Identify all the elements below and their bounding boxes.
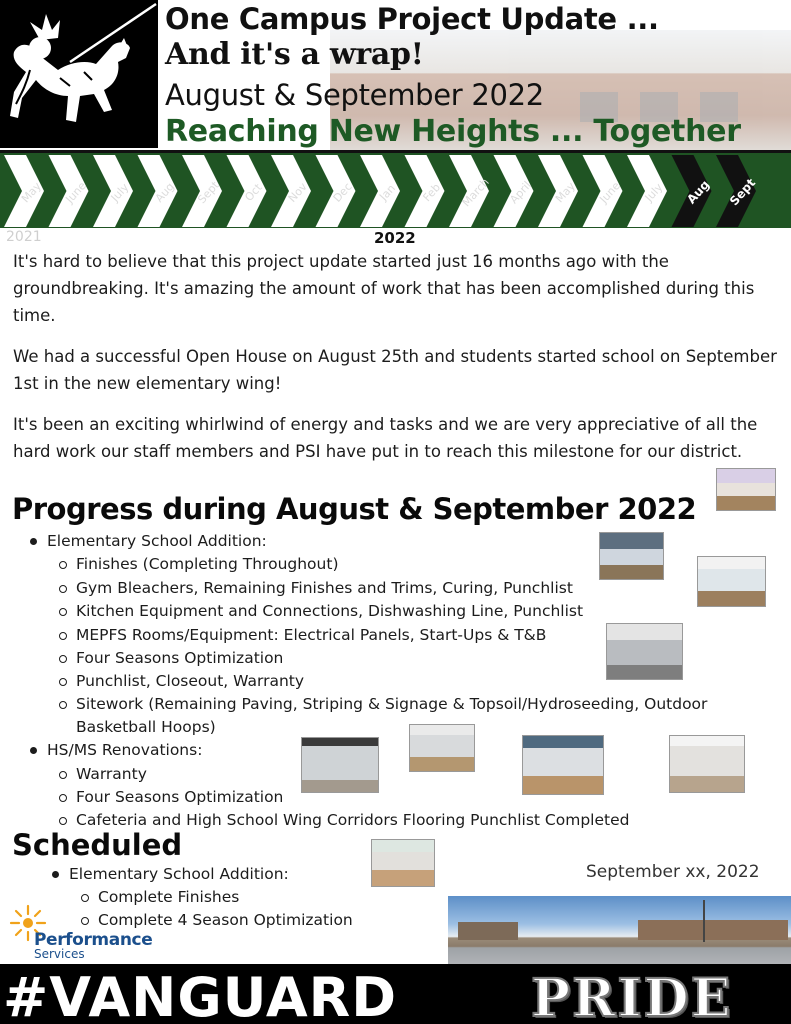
header-banner bbox=[0, 0, 791, 152]
logo-text-performance: Performance bbox=[34, 930, 153, 950]
list-item: Kitchen Equipment and Connections, Dishwashing Line, Punchlist bbox=[76, 600, 583, 624]
gym-photo bbox=[599, 532, 664, 580]
knight-on-horse-icon bbox=[0, 0, 158, 148]
timeline-month-label: June bbox=[62, 178, 89, 206]
list-item: Cafeteria and High School Wing Corridors Flooring Punchlist Completed bbox=[76, 809, 629, 833]
list-item: Punchlist, Closeout, Warranty bbox=[76, 670, 304, 694]
headline-slogan: Reaching New Heights ... Together bbox=[165, 114, 741, 149]
kitchen-photo bbox=[606, 623, 683, 680]
intro-paragraph-3: It's been an exciting whirlwind of energy and tasks and we are very appreciative of all the hard work our staff members and PSI have put in to reach this milestone for our district. bbox=[13, 415, 758, 461]
list-item: Gym Bleachers, Remaining Finishes and Trims, Curing, Punchlist bbox=[76, 577, 573, 601]
timeline-month-label: Jan bbox=[376, 181, 398, 203]
hashtag-pride: PRIDE bbox=[531, 968, 733, 1024]
timeline-month-label: Nov bbox=[285, 179, 311, 205]
hallway-photo bbox=[371, 839, 435, 887]
timeline-month-label: June bbox=[596, 178, 623, 206]
timeline-month-label: Oct bbox=[242, 180, 265, 204]
list-item: Finishes (Completing Throughout) bbox=[76, 553, 339, 577]
knight-logo bbox=[0, 0, 158, 148]
timeline-month-label: April bbox=[507, 178, 534, 206]
timeline-year-2021: 2021 bbox=[6, 229, 42, 245]
timeline-month-label: July bbox=[642, 180, 666, 204]
timeline-month-label: Aug bbox=[152, 179, 177, 205]
list-item: Four Seasons Optimization bbox=[76, 647, 283, 671]
timeline-month-label: March bbox=[459, 175, 493, 209]
hashtag-vanguard: #VANGUARD bbox=[3, 966, 398, 1024]
timeline-month-label: Sept bbox=[727, 175, 759, 209]
corridor-photo bbox=[301, 737, 379, 793]
timeline-month-label: Aug bbox=[684, 177, 713, 207]
list-item: Four Seasons Optimization bbox=[76, 786, 283, 810]
timeline-month-label: May bbox=[552, 179, 578, 205]
list-item: MEPFS Rooms/Equipment: Electrical Panels, Start-Ups & T&B bbox=[76, 624, 546, 648]
progress-heading: Progress during August & September 2022 bbox=[12, 492, 697, 526]
logo-text-services: Services bbox=[34, 947, 85, 961]
timeline-month-label: Dec bbox=[330, 179, 355, 205]
classroom-photo bbox=[697, 556, 766, 607]
list-item: Warranty bbox=[76, 763, 147, 787]
headline-dates: August & September 2022 bbox=[165, 78, 544, 112]
scheduled-heading: Scheduled bbox=[12, 828, 183, 862]
timeline-month-label: Feb bbox=[420, 180, 443, 204]
elementary-addition-label: Elementary School Addition: bbox=[47, 530, 267, 554]
list-item-continuation: Basketball Hoops) bbox=[76, 718, 216, 736]
timeline-year-2022: 2022 bbox=[374, 229, 416, 247]
intro-paragraph-2: We had a successful Open House on August 25th and students started school on September 1st in the new elementary wing! bbox=[13, 347, 777, 393]
list-item: Complete 4 Season Optimization bbox=[98, 909, 353, 933]
intro-paragraph-1: It's hard to believe that this project update started just 16 months ago with the groundbreaking. It's amazing the amount of work that has been accomplished during this time. bbox=[13, 252, 755, 325]
classroom-photo bbox=[409, 724, 475, 772]
footer-banner bbox=[0, 964, 791, 1024]
classroom-photo bbox=[716, 468, 776, 511]
timeline-month-label: July bbox=[108, 180, 132, 204]
hallway-photo bbox=[669, 735, 745, 793]
list-item: Sitework (Remaining Paving, Striping & Signage & Topsoil/Hydroseeding, Outdoor bbox=[76, 693, 707, 717]
month-timeline bbox=[0, 150, 791, 228]
school-exterior-photo bbox=[448, 896, 791, 966]
classroom-photo bbox=[522, 735, 604, 795]
scheduled-date: September xx, 2022 bbox=[586, 862, 760, 882]
timeline-month-label: Sept bbox=[195, 178, 223, 206]
hsms-renovations-label: HS/MS Renovations: bbox=[47, 739, 202, 763]
list-item: Complete Finishes bbox=[98, 886, 239, 910]
timeline-month-label: May bbox=[18, 179, 44, 205]
headline-project-update: One Campus Project Update ... bbox=[165, 2, 659, 36]
headline-wrap: And it's a wrap! bbox=[165, 37, 424, 72]
scheduled-elementary-label: Elementary School Addition: bbox=[69, 863, 289, 887]
